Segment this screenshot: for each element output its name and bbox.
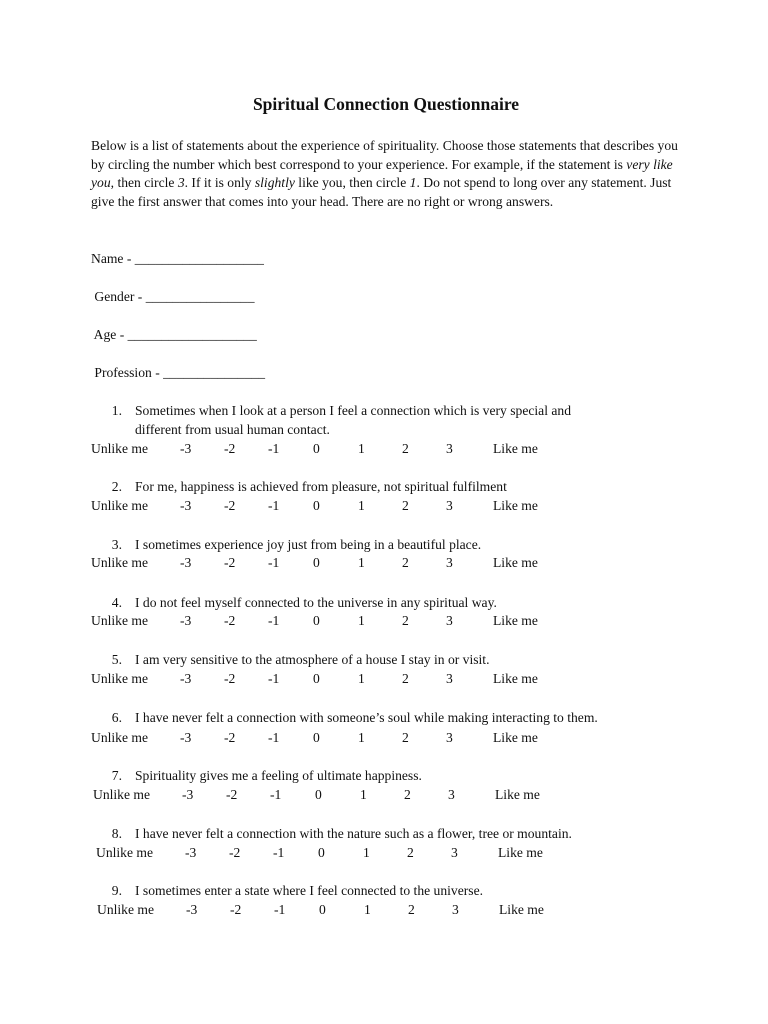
- rating-option[interactable]: 1: [358, 671, 365, 686]
- rating-option[interactable]: 0: [313, 613, 320, 628]
- question-text: I sometimes enter a state where I feel connected to the universe.: [135, 883, 484, 898]
- rating-option[interactable]: -1: [268, 498, 280, 513]
- question-number: 5.: [111, 652, 122, 667]
- rating-scale: [0, 556, 700, 572]
- field-row: [91, 366, 265, 380]
- question-number: 1.: [111, 403, 122, 418]
- question-text: For me, happiness is achieved from pleasure, not spiritual fulfilment: [135, 479, 507, 494]
- rating-option[interactable]: 2: [402, 671, 409, 686]
- rating-option[interactable]: -1: [268, 613, 280, 628]
- rating-option[interactable]: 1: [358, 498, 365, 513]
- question-number: 8.: [111, 826, 122, 841]
- rating-option[interactable]: 3: [446, 671, 453, 686]
- question-number: 6.: [111, 710, 122, 725]
- unlike-me-label: Unlike me: [91, 730, 149, 745]
- question-text: I am very sensitive to the atmosphere of a house I stay in or visit.: [135, 652, 490, 667]
- rating-option[interactable]: 2: [408, 902, 415, 917]
- unlike-me-label: Unlike me: [97, 902, 155, 917]
- rating-option[interactable]: 0: [319, 902, 326, 917]
- field-label: Age -: [91, 327, 128, 342]
- rating-option[interactable]: 0: [313, 730, 320, 745]
- rating-option[interactable]: -1: [273, 845, 285, 860]
- unlike-me-label: Unlike me: [96, 845, 154, 860]
- rating-option[interactable]: -2: [224, 730, 236, 745]
- rating-option[interactable]: -2: [229, 845, 241, 860]
- like-me-label: Like me: [498, 845, 543, 860]
- rating-option[interactable]: -2: [230, 902, 242, 917]
- rating-option[interactable]: -1: [268, 671, 280, 686]
- rating-option[interactable]: 3: [451, 845, 458, 860]
- rating-option[interactable]: 3: [446, 441, 453, 456]
- like-me-label: Like me: [499, 902, 544, 917]
- rating-option[interactable]: -2: [226, 787, 238, 802]
- unlike-me-label: Unlike me: [91, 613, 149, 628]
- rating-option[interactable]: -3: [185, 845, 197, 860]
- question-number: 3.: [111, 537, 122, 552]
- rating-option[interactable]: -2: [224, 498, 236, 513]
- rating-option[interactable]: 2: [402, 555, 409, 570]
- intro-emphasis: slightly: [254, 175, 295, 191]
- question-text: I have never felt a connection with the nature such as a flower, tree or mountain.: [135, 826, 572, 841]
- intro-text: . Do not spend to long over any statement. Just give the first answer that comes into your head. There are no right or wrong answers.: [91, 175, 672, 209]
- rating-scale: [0, 731, 700, 747]
- rating-option[interactable]: 1: [364, 902, 371, 917]
- unlike-me-label: Unlike me: [91, 555, 149, 570]
- rating-option[interactable]: 0: [313, 441, 320, 456]
- unlike-me-label: Unlike me: [91, 671, 149, 686]
- question-text: different from usual human contact.: [135, 422, 330, 437]
- unlike-me-label: Unlike me: [91, 498, 149, 513]
- intro-emphasis: 1: [409, 175, 417, 191]
- rating-option[interactable]: 2: [402, 441, 409, 456]
- field-label: Gender -: [91, 289, 146, 304]
- rating-scale: [0, 846, 700, 862]
- rating-option[interactable]: -3: [180, 498, 192, 513]
- field-label: Name -: [91, 251, 135, 266]
- intro-emphasis: very like you: [91, 156, 673, 191]
- rating-option[interactable]: 3: [446, 498, 453, 513]
- rating-option[interactable]: 2: [402, 498, 409, 513]
- rating-option[interactable]: -2: [224, 441, 236, 456]
- rating-option[interactable]: 1: [360, 787, 367, 802]
- unlike-me-label: Unlike me: [93, 787, 151, 802]
- intro-text: Below is a list of statements about the experience of spirituality. Choose those statements that describes you by circling the number which best correspond to your experience. For example, if the statement is: [91, 138, 678, 172]
- like-me-label: Like me: [493, 613, 538, 628]
- rating-scale: [0, 788, 700, 804]
- field-blank[interactable]: _______________: [163, 365, 266, 380]
- question-text: I have never felt a connection with someone’s soul while making interacting to them.: [135, 710, 598, 725]
- rating-option[interactable]: 1: [358, 613, 365, 628]
- question-text: I do not feel myself connected to the universe in any spiritual way.: [135, 595, 497, 610]
- rating-option[interactable]: 1: [358, 555, 365, 570]
- rating-option[interactable]: 2: [402, 613, 409, 628]
- rating-option[interactable]: -2: [224, 613, 236, 628]
- rating-option[interactable]: -3: [180, 441, 192, 456]
- field-label: Profession -: [91, 365, 164, 380]
- rating-option[interactable]: -3: [182, 787, 194, 802]
- rating-option[interactable]: 0: [318, 845, 325, 860]
- rating-option[interactable]: 3: [448, 787, 455, 802]
- field-blank[interactable]: ___________________: [127, 327, 257, 342]
- like-me-label: Like me: [493, 555, 538, 570]
- rating-option[interactable]: -3: [180, 555, 192, 570]
- rating-option[interactable]: -3: [186, 902, 198, 917]
- instructions-paragraph: [91, 137, 691, 211]
- rating-scale: [0, 614, 700, 630]
- rating-option[interactable]: -3: [180, 613, 192, 628]
- field-row: [91, 328, 257, 342]
- rating-option[interactable]: 1: [358, 441, 365, 456]
- question-number: 2.: [111, 479, 122, 494]
- question-number: 4.: [111, 595, 122, 610]
- rating-option[interactable]: 2: [404, 787, 411, 802]
- intro-text: . If it is only: [184, 175, 255, 191]
- rating-scale: [0, 672, 700, 688]
- rating-option[interactable]: -2: [224, 555, 236, 570]
- rating-option[interactable]: 0: [315, 787, 322, 802]
- rating-option[interactable]: 0: [313, 498, 320, 513]
- field-row: [91, 252, 264, 266]
- rating-option[interactable]: -1: [270, 787, 282, 802]
- field-blank[interactable]: ________________: [145, 289, 255, 304]
- rating-option[interactable]: 3: [446, 730, 453, 745]
- rating-option[interactable]: 1: [363, 845, 370, 860]
- unlike-me-label: Unlike me: [91, 441, 149, 456]
- rating-option[interactable]: -3: [180, 730, 192, 745]
- question-number: 9.: [111, 883, 122, 898]
- intro-text: , then circle: [110, 175, 178, 191]
- intro-text: like you, then circle: [294, 175, 410, 191]
- rating-option[interactable]: -1: [268, 730, 280, 745]
- rating-option[interactable]: 3: [446, 555, 453, 570]
- rating-option[interactable]: -1: [268, 441, 280, 456]
- question-text: Sometimes when I look at a person I feel a connection which is very special and: [135, 403, 571, 418]
- rating-option[interactable]: 3: [452, 902, 459, 917]
- intro-emphasis: 3: [177, 175, 185, 191]
- question-number: 7.: [111, 768, 122, 783]
- rating-scale: [0, 442, 700, 458]
- like-me-label: Like me: [493, 441, 538, 456]
- rating-option[interactable]: 1: [358, 730, 365, 745]
- rating-option[interactable]: -1: [268, 555, 280, 570]
- like-me-label: Like me: [493, 671, 538, 686]
- rating-option[interactable]: 0: [313, 555, 320, 570]
- like-me-label: Like me: [493, 498, 538, 513]
- field-blank[interactable]: ___________________: [134, 251, 264, 266]
- like-me-label: Like me: [495, 787, 540, 802]
- rating-scale: [0, 903, 700, 919]
- like-me-label: Like me: [493, 730, 538, 745]
- rating-scale: [0, 499, 700, 515]
- rating-option[interactable]: 3: [446, 613, 453, 628]
- rating-option[interactable]: 2: [402, 730, 409, 745]
- rating-option[interactable]: -1: [274, 902, 286, 917]
- rating-option[interactable]: 2: [407, 845, 414, 860]
- field-row: [91, 290, 254, 304]
- question-text: I sometimes experience joy just from being in a beautiful place.: [135, 537, 482, 552]
- page-title: Spiritual Connection Questionnaire: [252, 94, 520, 114]
- question-text: Spirituality gives me a feeling of ultimate happiness.: [135, 768, 422, 783]
- rating-option[interactable]: -3: [180, 671, 192, 686]
- rating-option[interactable]: -2: [224, 671, 236, 686]
- rating-option[interactable]: 0: [313, 671, 320, 686]
